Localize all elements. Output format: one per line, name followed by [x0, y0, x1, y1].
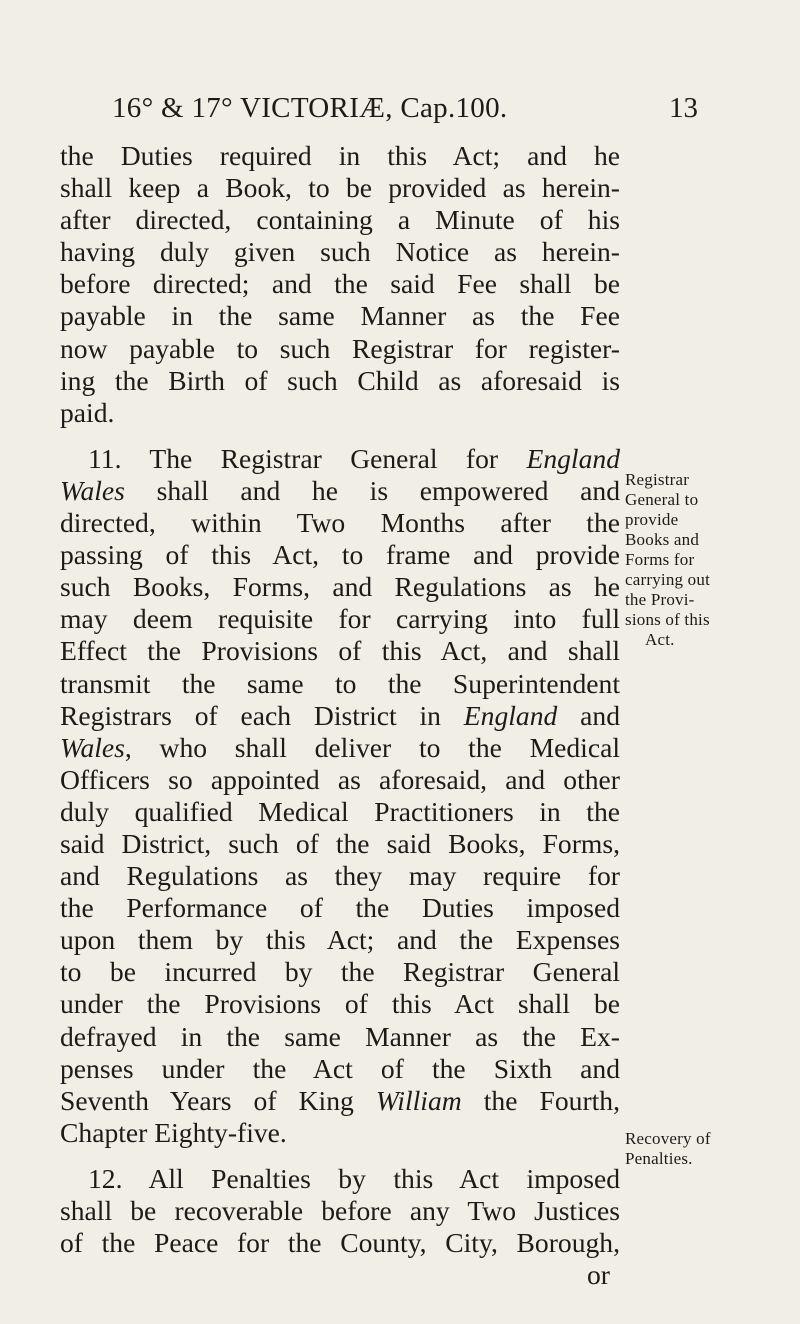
text-span: the Fourth,: [461, 1084, 621, 1116]
text-line: [60, 732, 620, 764]
text-line: before directed; and the said Fee shall be: [60, 268, 620, 300]
text-line: may deem requisite for carrying into full: [60, 603, 620, 635]
text-line: [60, 700, 620, 732]
text-line: after directed, containing a Minute of his: [60, 204, 620, 236]
text-line: the Performance of the Duties imposed: [60, 892, 620, 924]
margin-note-line: sions of this: [625, 610, 710, 629]
text-line: [60, 443, 620, 475]
text-span: , who shall deliver to the Medical: [124, 731, 620, 763]
italic-text: England: [463, 699, 558, 731]
text-line: to be incurred by the Registrar General: [60, 956, 620, 988]
text-line: having duly given such Notice as herein-: [60, 236, 620, 268]
text-span: shall and he is empowered and: [124, 474, 620, 506]
text-line: paid.: [60, 396, 115, 428]
text-line: Chapter Eighty-five.: [60, 1116, 287, 1148]
text-line: and Regulations as they may require for: [60, 860, 620, 892]
text-line: defrayed in the same Manner as the Ex-: [60, 1020, 620, 1052]
text-line: such Books, Forms, and Regulations as he: [60, 571, 620, 603]
margin-note-line: Books and: [625, 530, 700, 549]
text-line: said District, such of the said Books, Forms,: [60, 827, 620, 859]
margin-note-registrar: [625, 470, 710, 650]
text-line: directed, within Two Months after the: [60, 507, 620, 539]
text-line: upon them by this Act; and the Expenses: [60, 924, 620, 956]
text-span: Seventh Years of King: [60, 1084, 376, 1116]
section-12: [60, 1163, 620, 1291]
text-line: transmit the same to the Superintendent: [60, 667, 620, 699]
text-line: payable in the same Manner as the Fee: [60, 300, 620, 332]
catchword: or: [587, 1259, 610, 1291]
text-line: Officers so appointed as aforesaid, and other: [60, 763, 620, 795]
margin-note-line: Forms for: [625, 550, 695, 569]
continuation-paragraph: [60, 140, 620, 429]
text-line: Effect the Provisions of this Act, and shall: [60, 635, 620, 667]
text-line: shall be recoverable before any Two Justices: [60, 1195, 620, 1226]
running-title: 16° & 17° VICTORIÆ, Cap.100.: [112, 92, 508, 124]
margin-note-line: carrying out: [625, 570, 711, 589]
margin-note-line: Penalties.: [625, 1149, 693, 1168]
text-line: shall keep a Book, to be provided as herein-: [60, 172, 620, 204]
text-line: 12. All Penalties by this Act imposed: [88, 1162, 620, 1194]
italic-text: Wales: [60, 731, 125, 763]
text-line: under the Provisions of this Act shall be: [60, 988, 620, 1020]
margin-note-line: provide: [625, 510, 679, 529]
text-line: [60, 475, 620, 507]
margin-note-line: Registrar: [625, 470, 690, 489]
margin-note-line: Act.: [645, 630, 675, 649]
margin-note-line: the Provi-: [625, 590, 695, 609]
text-line: ing the Birth of such Child as aforesaid is: [60, 364, 620, 396]
text-line: now payable to such Registrar for register-: [60, 332, 620, 364]
page-number: 13: [669, 92, 698, 124]
text-span: Registrars of each District in: [60, 699, 464, 731]
text-line: passing of this Act, to frame and provide: [60, 539, 620, 571]
paragraph-gap: [60, 429, 620, 443]
text-line: duly qualified Medical Practitioners in the: [60, 795, 620, 827]
italic-text: England: [526, 442, 620, 474]
margin-note-line: Recovery of: [625, 1129, 711, 1148]
paragraph-gap: [60, 1149, 620, 1163]
text-line: [60, 1085, 620, 1117]
italic-text: Wales: [60, 474, 125, 506]
body-text: [60, 140, 620, 1291]
section-11: [60, 443, 620, 1149]
margin-note-line: General to: [625, 490, 699, 509]
text-line: penses under the Act of the Sixth and: [60, 1052, 620, 1084]
text-line: of the Peace for the County, City, Borough,: [60, 1227, 620, 1259]
text-span: and: [557, 699, 620, 731]
running-head: [112, 92, 698, 132]
text-line: the Duties required in this Act; and he: [60, 140, 620, 171]
margin-note-penalties: [625, 1129, 711, 1169]
italic-text: William: [375, 1084, 462, 1116]
text-span: 11. The Registrar General for: [88, 442, 527, 474]
